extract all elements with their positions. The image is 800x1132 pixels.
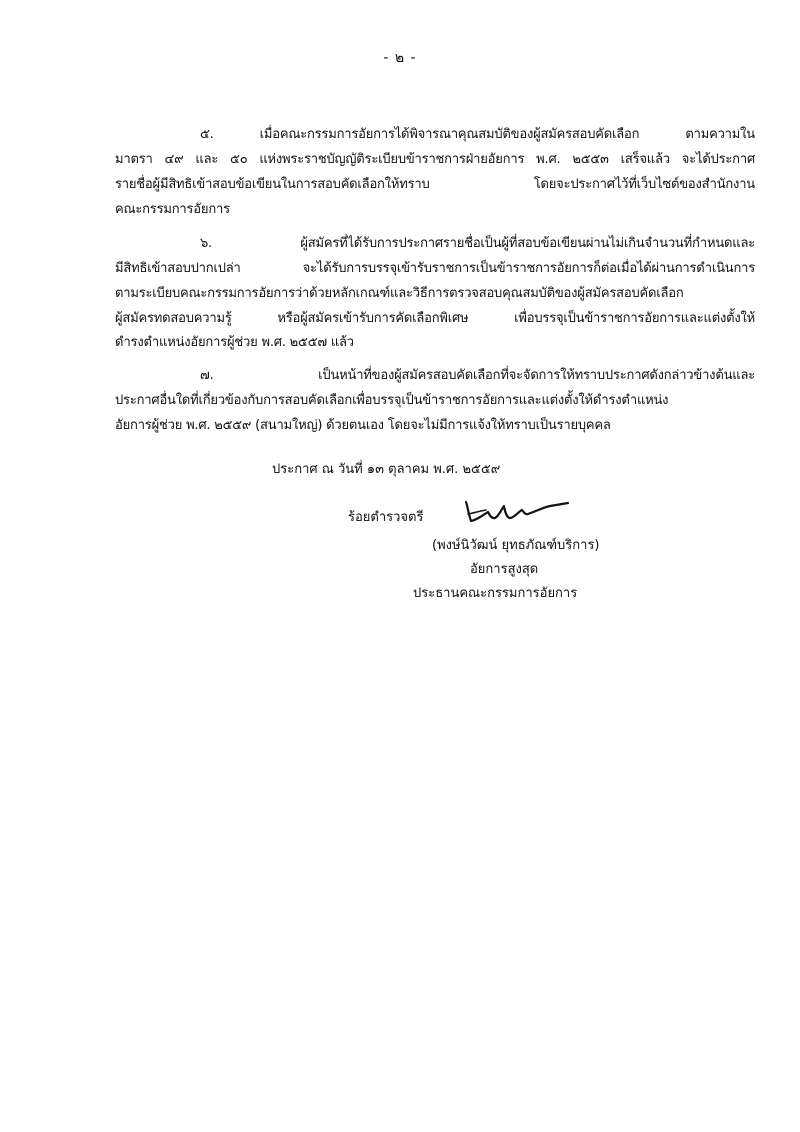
paragraph-line: ผู้สมัครทดสอบความรู้ หรือผู้สมัครเข้ารับการคัดเลือกพิเศษ เพื่อบรรจุเป็นข้าราชการอัยการและแต่งตั้งให้ <box>115 311 755 326</box>
handwritten-signature <box>462 494 572 528</box>
paragraph-line: ๕. เมื่อคณะกรรมการอัยการได้พิจารณาคุณสมบัติของผู้สมัครสอบคัดเลือก ตามความใน <box>200 127 755 142</box>
signatory-position: อัยการสูงสุด <box>470 562 539 577</box>
signatory-rank: ร้อยตำรวจตรี <box>348 510 424 525</box>
paragraph-line: ประกาศอื่นใดที่เกี่ยวข้องกับการสอบคัดเลือกเพื่อบรรจุเป็นข้าราชการอัยการและแต่งตั้งให้ดำรงตำแหน่ง <box>115 393 669 408</box>
signatory-role: ประธานคณะกรรมการอัยการ <box>413 586 578 601</box>
paragraph-line: รายชื่อผู้มีสิทธิเข้าสอบข้อเขียนในการสอบคัดเลือกให้ทราบ โดยจะประกาศไว้ที่เว็บไซต์ของสำนักงาน <box>115 177 755 192</box>
paragraph-line: ๗. เป็นหน้าที่ของผู้สมัครสอบคัดเลือกที่จะจัดการให้ทราบประกาศดังกล่าวข้างต้นและ <box>200 368 755 383</box>
signatory-name: (พงษ์นิวัฒน์ ยุทธภัณฑ์บริการ) <box>432 538 600 553</box>
paragraph-line: อัยการผู้ช่วย พ.ศ. ๒๕๕๙ (สนามใหญ่) ด้วยตนเอง โดยจะไม่มีการแจ้งให้ทราบเป็นรายบุคคล <box>115 418 611 433</box>
paragraph-line: ดำรงตำแหน่งอัยการผู้ช่วย พ.ศ. ๒๕๕๗ แล้ว <box>115 335 354 350</box>
paragraph-line: ตามระเบียบคณะกรรมการอัยการว่าด้วยหลักเกณฑ์และวิธีการตรวจสอบคุณสมบัติของผู้สมัครสอบคัดเลือก <box>115 286 684 301</box>
paragraph-line: มาตรา ๔๙ และ ๕๐ แห่งพระราชบัญญัติระเบียบข้าราชการฝ่ายอัยการ พ.ศ. ๒๕๕๓ เสร็จแล้ว จะได้ประกาศ <box>115 152 755 167</box>
paragraph-line: ๖. ผู้สมัครที่ได้รับการประกาศรายชื่อเป็นผู้ที่สอบข้อเขียนผ่านไม่เกินจำนวนที่กำหนดและ <box>200 236 755 251</box>
announcement-date: ประกาศ ณ วันที่ ๑๓ ตุลาคม พ.ศ. ๒๕๕๙ <box>272 462 501 477</box>
paragraph-line: มีสิทธิเข้าสอบปากเปล่า จะได้รับการบรรจุเข้ารับราชการเป็นข้าราชการอัยการก็ต่อเมื่อได้ผ่านการดำเนินการ <box>115 261 755 276</box>
paragraph-line: คณะกรรมการอัยการ <box>115 202 230 217</box>
page-number: - ๒ - <box>383 50 417 66</box>
